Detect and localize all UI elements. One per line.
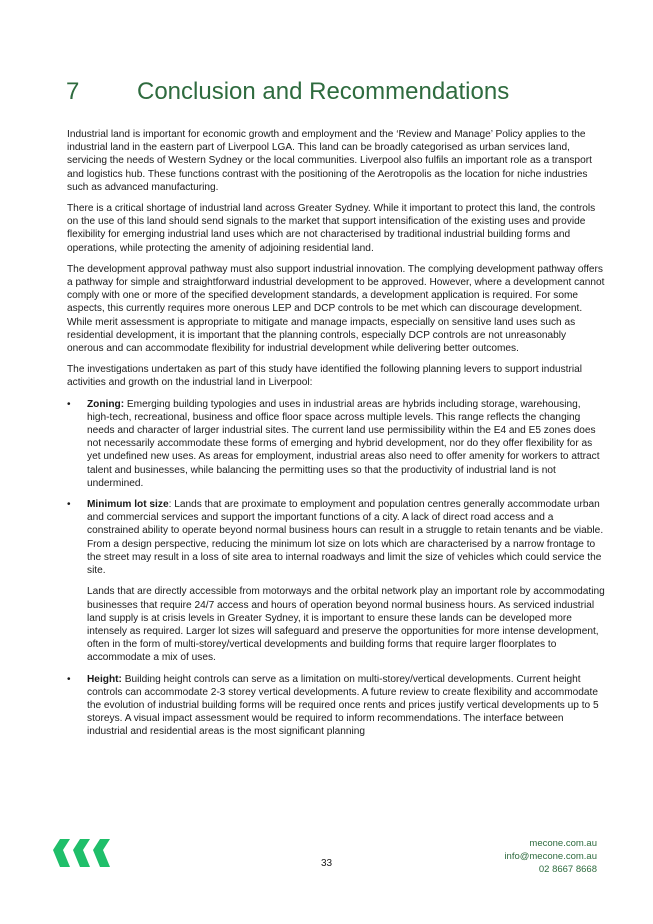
list-item-text <box>87 398 605 490</box>
email-link[interactable]: info@mecone.com.au <box>504 851 597 862</box>
list-item-minimum-lot-size <box>67 498 605 664</box>
contact-details <box>504 837 597 876</box>
list-item-body: Building height controls can serve as a limitation on multi-storey/vertical developments. Current height controls can accommodate 2-3 storey vertical developments. A future review to create flexibility and accommodate the evolution of industrial building forms will be required once rents and prices justify vertical developments up to 5 storeys. A visual impact assessment would be required to inform recommendations. The interface between industrial and residential areas is the most significant planning <box>87 673 599 738</box>
list-item-body: Emerging building typologies and uses in industrial areas are hybrids including storage, warehousing, high-tech, recreational, business and office floor space across multiple levels. This range reflects the changing needs and character of larger industrial sites. The current land use permissibility within the E4 and E5 zones does not necessarily accommodate these forms of emerging and hybrid development, nor do they offer flexibility for as yet undefined new uses. As areas for employment, industrial areas also need to offer amenity for workers to attract talent and businesses, while balancing the permitting uses so that the productivity of industrial land is not undermined. <box>87 398 600 489</box>
paragraph-intro: Industrial land is important for economic growth and employment and the ‘Review and Manage’ Policy applies to the industrial land in the eastern part of Liverpool LGA. This land can be broadly categorised as urban services land, servicing the needs of Western Sydney or the local communities. Liverpool also fulfils an important role as a transport and logistics hub. These functions contrast with the positioning of the Aerotropolis as the location for niche industries such as advanced manufacturing. <box>67 129 592 193</box>
bullet-marker: • <box>67 673 71 685</box>
section-number: 7 <box>66 78 80 105</box>
list-item-text <box>87 673 605 739</box>
paragraph-approval-pathway: The development approval pathway must also support industrial innovation. The complying development pathway offers a pathway for simple and straightforward industrial development to be approved. However, where a development cannot comply with one or more of the specified development standards, a development application is required. For some aspects, this currently requires more onerous LEP and DCP controls to be met which can discourage development. While merit assessment is appropriate to mitigate and manage impacts, especially on sensitive land uses such as residential development, it is important that the planning controls, especially DCP controls are not unreasonably onerous and can accommodate flexibility for industrial development while delivering better outcomes. <box>67 263 605 355</box>
paragraph-shortage: There is a critical shortage of industrial land across Greater Sydney. While it important to protect this land, the controls on the use of this land should send signals to the market that support intensification of the existing uses and provide flexibility for emerging industrial land uses which are not characterised by traditional industrial building forms and operations, while protecting the amenity of adjoining residential land. <box>67 203 596 254</box>
section-title: Conclusion and Recommendations <box>137 78 510 105</box>
list-item-height <box>67 673 605 739</box>
website-link[interactable]: mecone.com.au <box>529 838 597 849</box>
list-item-label: Zoning: <box>87 398 125 410</box>
phone-number: 02 8667 8668 <box>538 864 597 875</box>
list-item-text <box>87 498 605 577</box>
document-body <box>67 128 605 747</box>
list-item-zoning <box>67 398 605 490</box>
paragraph-planning-levers: The investigations undertaken as part of this study have identified the following planning levers to support industrial activities and growth on the industrial land in Liverpool: <box>67 364 582 389</box>
page-number: 33 <box>320 858 333 869</box>
planning-levers-list <box>67 398 605 739</box>
section-heading <box>66 78 626 112</box>
list-item-continuation: Lands that are directly accessible from motorways and the orbital network play an important role by accommodating businesses that require 24/7 access and hours of operation beyond normal business hours. As serviced industrial land supply is at crisis levels in Greater Sydney, it is important to ensure these lands can be developed more intensely as required. Larger lot sizes will safeguard and preserve the opportunities for more intense development, often in the form of multi-storey/vertical developments and building forms that require larger floorplates to accommodate a mix of uses. <box>87 586 605 664</box>
bullet-marker: • <box>67 499 71 511</box>
list-item-label: Minimum lot size <box>87 499 169 511</box>
list-item-body: : Lands that are proximate to employment and population centres generally accommodate urban and commercial services and support the important functions of a city. A lack of direct road access and a constrained ability to operate beyond normal business hours can result in a struggle to retain tenants and be viable. From a design perspective, reducing the minimum lot size on lots which are characterised by a narrow frontage to the street may result in a loss of site area to internal roadways and limit the size of vehicles which could service the site. <box>87 499 604 577</box>
bullet-marker: • <box>67 398 71 410</box>
list-item-label: Height: <box>87 673 122 685</box>
